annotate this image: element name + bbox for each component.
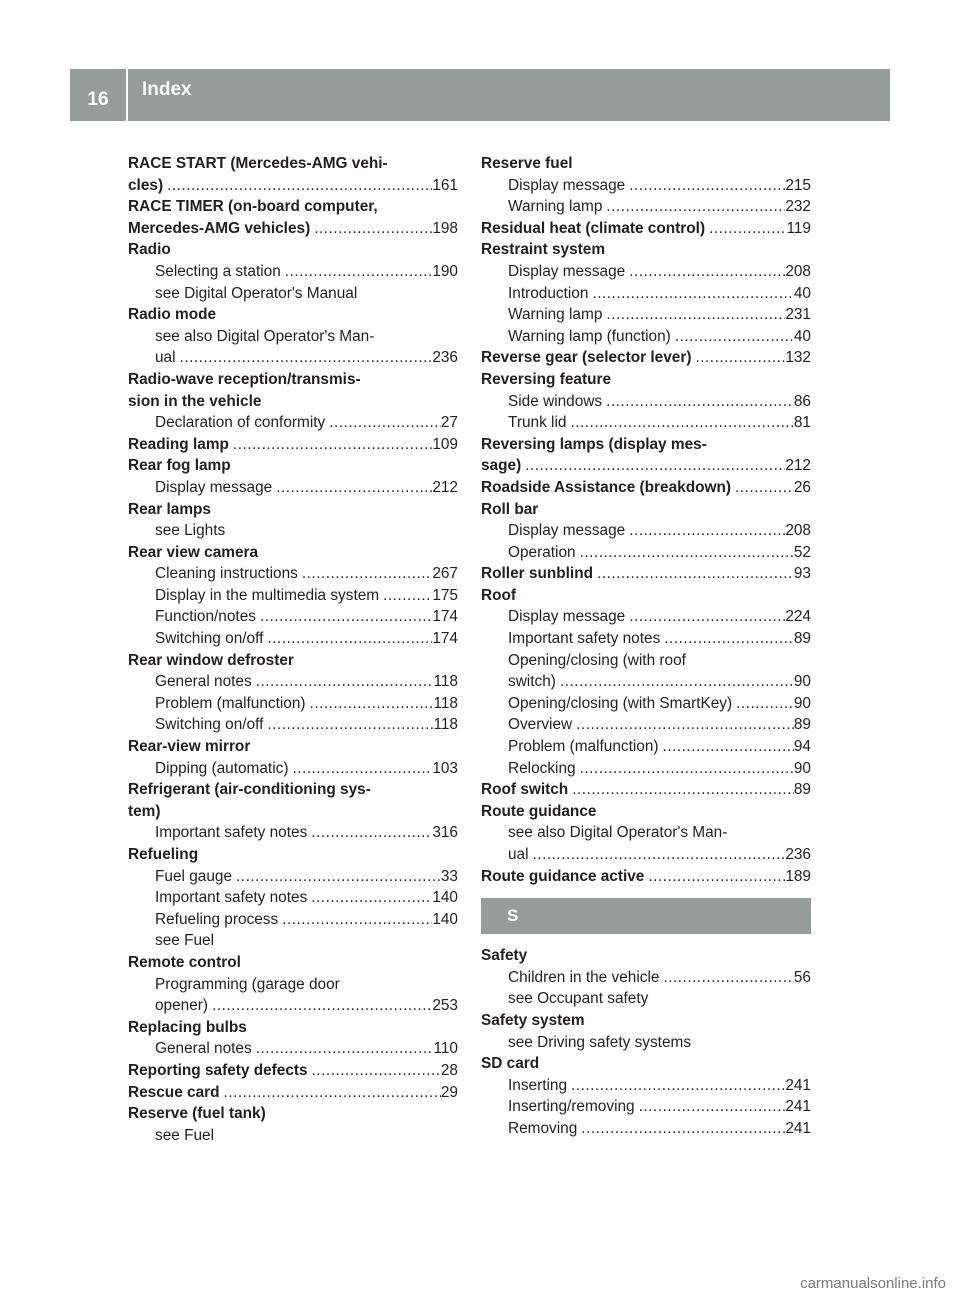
dot-leader bbox=[625, 175, 785, 197]
index-heading bbox=[481, 347, 811, 369]
dot-leader bbox=[263, 714, 433, 736]
entry-text: Introduction bbox=[508, 284, 589, 302]
index-subentry bbox=[128, 714, 458, 736]
entry-text: Route guidance bbox=[481, 802, 597, 820]
page-reference[interactable]: 29 bbox=[440, 1083, 458, 1101]
entry-text: Rear-view mirror bbox=[128, 738, 251, 756]
index-subentry bbox=[481, 650, 811, 672]
index-heading bbox=[481, 563, 811, 585]
page-reference[interactable]: 27 bbox=[440, 414, 458, 432]
entry-text: Trunk lid bbox=[508, 414, 567, 432]
index-heading bbox=[128, 196, 458, 218]
page-reference[interactable]: 52 bbox=[793, 543, 811, 561]
dot-leader bbox=[660, 628, 794, 650]
entry-text: Function/notes bbox=[155, 608, 256, 626]
entry-text: Roller sunblind bbox=[481, 565, 594, 583]
entry-text: Rear lamps bbox=[128, 500, 211, 518]
index-subentry bbox=[128, 758, 458, 780]
entry-text: Cleaning instructions bbox=[155, 565, 298, 583]
entry-text: Fuel gauge bbox=[155, 867, 233, 885]
watermark: carmanualsonline.info bbox=[800, 1275, 946, 1292]
index-subentry bbox=[481, 283, 811, 305]
entry-text: Reversing feature bbox=[481, 370, 612, 388]
entry-text: Reading lamp bbox=[128, 435, 229, 453]
index-subentry bbox=[128, 585, 458, 607]
entry-text: Rear fog lamp bbox=[128, 457, 231, 475]
dot-leader bbox=[220, 1082, 441, 1104]
dot-leader bbox=[732, 693, 794, 715]
dot-leader bbox=[659, 967, 793, 989]
entry-text: Refueling bbox=[128, 846, 199, 863]
entry-text: General notes bbox=[155, 1040, 252, 1058]
dot-leader bbox=[567, 1075, 785, 1097]
dot-leader bbox=[691, 347, 785, 369]
dot-leader bbox=[602, 196, 785, 218]
entry-text: Children in the vehicle bbox=[508, 968, 660, 986]
index-subentry bbox=[481, 822, 811, 844]
dot-leader bbox=[602, 391, 794, 413]
dot-leader bbox=[635, 1096, 786, 1118]
dot-leader bbox=[576, 542, 794, 564]
dot-leader bbox=[521, 455, 785, 477]
index-heading bbox=[481, 434, 811, 456]
entry-text: Radio bbox=[128, 241, 171, 259]
dot-leader bbox=[263, 628, 432, 650]
index-subentry bbox=[481, 1075, 811, 1097]
index-heading bbox=[128, 369, 458, 391]
index-heading bbox=[128, 175, 458, 197]
page-reference[interactable]: 33 bbox=[440, 867, 458, 885]
index-subentry bbox=[128, 261, 458, 283]
entry-text: Rescue card bbox=[128, 1083, 220, 1101]
entry-text: sion in the vehicle bbox=[128, 392, 262, 410]
entry-text: see Driving safety systems bbox=[508, 1033, 692, 1051]
page-reference[interactable]: 224 bbox=[785, 608, 811, 626]
entry-text: Radio-wave reception/transmis- bbox=[128, 370, 361, 388]
dot-leader bbox=[705, 218, 786, 240]
entry-text: Reporting safety defects bbox=[128, 1061, 308, 1079]
page-reference[interactable]: 140 bbox=[432, 889, 458, 907]
index-heading bbox=[128, 779, 458, 801]
entry-text: sage) bbox=[481, 457, 522, 475]
page-reference[interactable]: 40 bbox=[793, 284, 811, 302]
entry-text: see also Digital Operator's Man- bbox=[508, 824, 728, 842]
index-heading bbox=[128, 650, 458, 672]
entry-text: Replacing bulbs bbox=[128, 1018, 247, 1036]
dot-leader bbox=[625, 261, 785, 283]
entry-text: Display message bbox=[508, 176, 626, 194]
index-heading bbox=[481, 239, 811, 261]
index-heading bbox=[481, 499, 811, 521]
dot-leader bbox=[298, 563, 432, 585]
entry-text: ual bbox=[508, 846, 529, 863]
dot-leader bbox=[208, 995, 432, 1017]
dot-leader bbox=[163, 175, 432, 197]
index-subentry bbox=[128, 693, 458, 715]
index-subentry bbox=[481, 304, 811, 326]
entry-text: switch) bbox=[508, 673, 556, 691]
entry-text: Refueling process bbox=[155, 910, 279, 928]
entry-text: Removing bbox=[508, 1119, 578, 1137]
entry-text: Warning lamp bbox=[508, 306, 603, 324]
dot-leader bbox=[593, 563, 794, 585]
entry-text: Relocking bbox=[508, 759, 576, 777]
page-reference[interactable]: 231 bbox=[785, 306, 811, 324]
entry-text: Display message bbox=[508, 608, 626, 626]
index-subentry bbox=[128, 1038, 458, 1060]
page-reference[interactable]: 86 bbox=[793, 392, 811, 410]
entry-text: Roof bbox=[481, 586, 517, 604]
dot-leader bbox=[307, 887, 432, 909]
index-subentry bbox=[481, 988, 811, 1010]
page-reference[interactable]: 118 bbox=[433, 673, 458, 691]
entry-text: Switching on/off bbox=[155, 716, 264, 734]
entry-text: Important safety notes bbox=[155, 889, 308, 907]
entry-text: Mercedes-AMG vehicles) bbox=[128, 219, 311, 237]
index-heading bbox=[481, 1053, 811, 1075]
index-heading bbox=[481, 218, 811, 240]
index-subentry bbox=[128, 326, 458, 348]
entry-text: see Occupant safety bbox=[508, 990, 649, 1008]
entry-text: see Digital Operator's Manual bbox=[155, 284, 358, 302]
page-reference[interactable]: 236 bbox=[785, 846, 811, 863]
page-reference[interactable]: 241 bbox=[785, 1119, 811, 1137]
entry-text: Switching on/off bbox=[155, 630, 264, 648]
index-column-right bbox=[481, 153, 811, 1140]
index-subentry bbox=[128, 930, 458, 952]
entry-text: Rear view camera bbox=[128, 543, 259, 561]
entry-text: see Fuel bbox=[155, 932, 215, 950]
dot-leader bbox=[256, 606, 432, 628]
index-subentry bbox=[481, 412, 811, 434]
entry-text: Important safety notes bbox=[155, 824, 308, 842]
index-heading bbox=[481, 779, 811, 801]
dot-leader bbox=[281, 261, 433, 283]
dot-leader bbox=[671, 326, 794, 348]
entry-text: Rear window defroster bbox=[128, 651, 294, 669]
index-subentry bbox=[481, 693, 811, 715]
dot-leader bbox=[308, 1060, 441, 1082]
index-subentry bbox=[128, 909, 458, 931]
entry-text: Reversing lamps (display mes- bbox=[481, 435, 707, 453]
page-reference[interactable]: 119 bbox=[786, 219, 811, 237]
entry-text: RACE START (Mercedes-AMG vehi- bbox=[128, 155, 388, 172]
entry-text: SD card bbox=[481, 1055, 540, 1073]
page-reference[interactable]: 215 bbox=[785, 176, 811, 194]
index-subentry bbox=[128, 347, 458, 369]
entry-text: Declaration of conformity bbox=[155, 414, 326, 432]
dot-leader bbox=[588, 283, 793, 305]
page-reference[interactable]: 109 bbox=[432, 435, 458, 453]
index-heading bbox=[481, 585, 811, 607]
page-reference[interactable]: 90 bbox=[793, 694, 811, 712]
index-heading bbox=[128, 434, 458, 456]
index-subentry bbox=[128, 477, 458, 499]
index-subentry bbox=[128, 412, 458, 434]
page-reference[interactable]: 236 bbox=[432, 349, 458, 367]
page-reference[interactable]: 198 bbox=[432, 219, 458, 237]
entry-text: Restraint system bbox=[481, 241, 606, 259]
dot-leader bbox=[325, 412, 441, 434]
entry-text: Programming (garage door bbox=[155, 975, 340, 993]
index-subentry bbox=[128, 628, 458, 650]
index-subentry bbox=[481, 520, 811, 542]
entry-text: Warning lamp bbox=[508, 198, 603, 216]
index-heading bbox=[481, 866, 811, 888]
index-heading bbox=[481, 1010, 811, 1032]
dot-leader bbox=[529, 844, 786, 866]
index-subentry bbox=[481, 542, 811, 564]
entry-text: see also Digital Operator's Man- bbox=[155, 327, 375, 345]
index-heading bbox=[128, 391, 458, 413]
entry-text: Selecting a station bbox=[155, 262, 281, 280]
page-title: Index bbox=[142, 79, 192, 100]
dot-leader bbox=[566, 412, 793, 434]
page-reference[interactable]: 241 bbox=[785, 1098, 811, 1116]
dot-leader bbox=[288, 758, 432, 780]
dot-leader bbox=[576, 758, 794, 780]
page-reference[interactable]: 93 bbox=[793, 565, 811, 583]
entry-text: Display in the multimedia system bbox=[155, 586, 380, 604]
index-subentry bbox=[481, 261, 811, 283]
index-heading bbox=[128, 304, 458, 326]
dot-leader bbox=[577, 1118, 785, 1140]
index-heading bbox=[481, 369, 811, 391]
index-heading bbox=[481, 801, 811, 823]
index-subentry bbox=[481, 628, 811, 650]
entry-text: Opening/closing (with SmartKey) bbox=[508, 694, 733, 712]
index-subentry bbox=[481, 967, 811, 989]
index-heading bbox=[128, 1017, 458, 1039]
entry-text: ual bbox=[155, 349, 176, 367]
index-subentry bbox=[481, 606, 811, 628]
index-subentry bbox=[128, 283, 458, 305]
page-reference[interactable]: 90 bbox=[793, 673, 811, 691]
index-subentry bbox=[128, 822, 458, 844]
dot-leader bbox=[229, 434, 432, 456]
index-heading bbox=[128, 499, 458, 521]
entry-text: Radio mode bbox=[128, 306, 217, 324]
dot-leader bbox=[602, 304, 785, 326]
section-header-s: S bbox=[481, 898, 811, 934]
page-reference[interactable]: 118 bbox=[433, 716, 458, 734]
dot-leader bbox=[625, 520, 785, 542]
page-reference[interactable]: 81 bbox=[793, 414, 811, 432]
index-heading bbox=[128, 455, 458, 477]
entry-text: Display message bbox=[155, 478, 273, 496]
dot-leader bbox=[278, 909, 432, 931]
index-subentry bbox=[481, 326, 811, 348]
page-reference[interactable]: 174 bbox=[432, 608, 458, 626]
index-subentry bbox=[481, 1096, 811, 1118]
dot-leader bbox=[572, 714, 794, 736]
entry-text: General notes bbox=[155, 673, 252, 691]
index-subentry bbox=[481, 1118, 811, 1140]
entry-text: Refrigerant (air-conditioning sys- bbox=[128, 781, 371, 799]
page-reference[interactable]: 89 bbox=[793, 781, 811, 799]
dot-leader bbox=[232, 866, 441, 888]
entry-text: tem) bbox=[128, 802, 161, 820]
entry-text: Remote control bbox=[128, 953, 241, 971]
entry-text: Inserting bbox=[508, 1076, 568, 1094]
dot-leader bbox=[252, 671, 434, 693]
entry-text: Safety bbox=[481, 947, 528, 965]
index-subentry bbox=[128, 974, 458, 996]
dot-leader bbox=[625, 606, 785, 628]
dot-leader bbox=[556, 671, 794, 693]
dot-leader bbox=[272, 477, 432, 499]
dot-leader bbox=[252, 1038, 434, 1060]
entry-text: Operation bbox=[508, 543, 576, 561]
entry-text: Opening/closing (with roof bbox=[508, 651, 686, 669]
dot-leader bbox=[644, 866, 785, 888]
index-subentry bbox=[481, 714, 811, 736]
page-reference[interactable]: 118 bbox=[433, 694, 458, 712]
entry-text: Roadside Assistance (breakdown) bbox=[481, 478, 732, 496]
page-reference[interactable]: 28 bbox=[440, 1061, 458, 1079]
page-reference[interactable]: 132 bbox=[785, 349, 811, 367]
dot-leader bbox=[379, 585, 432, 607]
entry-text: see Lights bbox=[155, 522, 226, 540]
page-reference[interactable]: 90 bbox=[793, 759, 811, 777]
entry-text: cles) bbox=[128, 176, 164, 194]
entry-text: Side windows bbox=[508, 392, 603, 410]
page-reference[interactable]: 212 bbox=[432, 478, 458, 496]
entry-text: RACE TIMER (on-board computer, bbox=[128, 198, 378, 216]
index-heading bbox=[128, 952, 458, 974]
index-subentry bbox=[481, 1032, 811, 1054]
entry-text: Problem (malfunction) bbox=[508, 738, 659, 756]
page-reference[interactable]: 189 bbox=[785, 867, 811, 885]
index-subentry bbox=[481, 671, 811, 693]
page-reference[interactable]: 267 bbox=[432, 565, 458, 583]
page-reference[interactable]: 253 bbox=[432, 997, 458, 1015]
index-heading bbox=[128, 1103, 458, 1125]
page-reference[interactable]: 89 bbox=[793, 716, 811, 734]
index-subentry bbox=[128, 606, 458, 628]
index-subentry bbox=[128, 1125, 458, 1147]
index-heading bbox=[128, 542, 458, 564]
index-heading bbox=[128, 801, 458, 823]
page-reference[interactable]: 241 bbox=[785, 1076, 811, 1094]
page-reference[interactable]: 212 bbox=[785, 457, 811, 475]
index-heading bbox=[128, 153, 458, 175]
index-subentry bbox=[128, 995, 458, 1017]
entry-text: Roll bar bbox=[481, 500, 539, 518]
index-subentry bbox=[128, 671, 458, 693]
page-header bbox=[70, 69, 890, 121]
dot-leader bbox=[176, 347, 433, 369]
index-heading bbox=[128, 239, 458, 261]
index-heading bbox=[128, 736, 458, 758]
index-subentry bbox=[128, 563, 458, 585]
index-column-left bbox=[128, 153, 458, 1146]
index-heading bbox=[481, 153, 811, 175]
page-reference[interactable]: 89 bbox=[793, 630, 811, 648]
page-reference[interactable]: 140 bbox=[432, 910, 458, 928]
index-subentry bbox=[128, 520, 458, 542]
page-reference[interactable]: 161 bbox=[432, 176, 458, 194]
entry-text: opener) bbox=[155, 997, 209, 1015]
page-reference[interactable]: 94 bbox=[793, 738, 811, 756]
index-subentry bbox=[128, 866, 458, 888]
dot-leader bbox=[307, 822, 432, 844]
index-heading bbox=[128, 218, 458, 240]
entry-text: see Fuel bbox=[155, 1126, 215, 1144]
entry-text: Safety system bbox=[481, 1011, 585, 1029]
index-subentry bbox=[481, 736, 811, 758]
page-reference[interactable]: 40 bbox=[793, 327, 811, 345]
page-reference[interactable]: 26 bbox=[793, 478, 811, 496]
index-subentry bbox=[481, 175, 811, 197]
entry-text: Important safety notes bbox=[508, 630, 661, 648]
index-subentry bbox=[481, 844, 811, 866]
index-heading bbox=[481, 477, 811, 499]
index-subentry bbox=[128, 887, 458, 909]
dot-leader bbox=[310, 218, 432, 240]
page-reference[interactable]: 208 bbox=[785, 262, 811, 280]
page-reference[interactable]: 56 bbox=[793, 968, 811, 986]
index-subentry bbox=[481, 391, 811, 413]
page-reference[interactable]: 110 bbox=[433, 1040, 458, 1058]
dot-leader bbox=[306, 693, 434, 715]
page-reference[interactable]: 232 bbox=[785, 198, 811, 216]
entry-text: Warning lamp (function) bbox=[508, 327, 671, 345]
entry-text: Roof switch bbox=[481, 781, 569, 799]
index-heading bbox=[481, 455, 811, 477]
entry-text: Dipping (automatic) bbox=[155, 759, 289, 777]
index-subentry bbox=[481, 196, 811, 218]
dot-leader bbox=[659, 736, 794, 758]
dot-leader bbox=[731, 477, 794, 499]
index-heading bbox=[128, 844, 458, 866]
entry-text: Display message bbox=[508, 522, 626, 540]
index-heading bbox=[481, 945, 811, 967]
index-subentry bbox=[481, 758, 811, 780]
page-number: 16 bbox=[87, 89, 109, 110]
index-heading bbox=[128, 1060, 458, 1082]
page-reference[interactable]: 316 bbox=[432, 824, 458, 842]
entry-text: Problem (malfunction) bbox=[155, 694, 306, 712]
page-reference[interactable]: 175 bbox=[432, 586, 458, 604]
page-reference[interactable]: 174 bbox=[432, 630, 458, 648]
index-heading bbox=[128, 1082, 458, 1104]
entry-text: Overview bbox=[508, 716, 573, 734]
entry-text: Inserting/removing bbox=[508, 1098, 635, 1116]
entry-text: Residual heat (climate control) bbox=[481, 219, 706, 237]
page-reference[interactable]: 208 bbox=[785, 522, 811, 540]
entry-text: Reserve fuel bbox=[481, 155, 573, 172]
entry-text: Route guidance active bbox=[481, 867, 645, 885]
page-reference[interactable]: 103 bbox=[432, 759, 458, 777]
dot-leader bbox=[568, 779, 794, 801]
page-reference[interactable]: 190 bbox=[432, 262, 458, 280]
entry-text: Display message bbox=[508, 262, 626, 280]
entry-text: Reverse gear (selector lever) bbox=[481, 349, 692, 367]
entry-text: Reserve (fuel tank) bbox=[128, 1105, 266, 1123]
